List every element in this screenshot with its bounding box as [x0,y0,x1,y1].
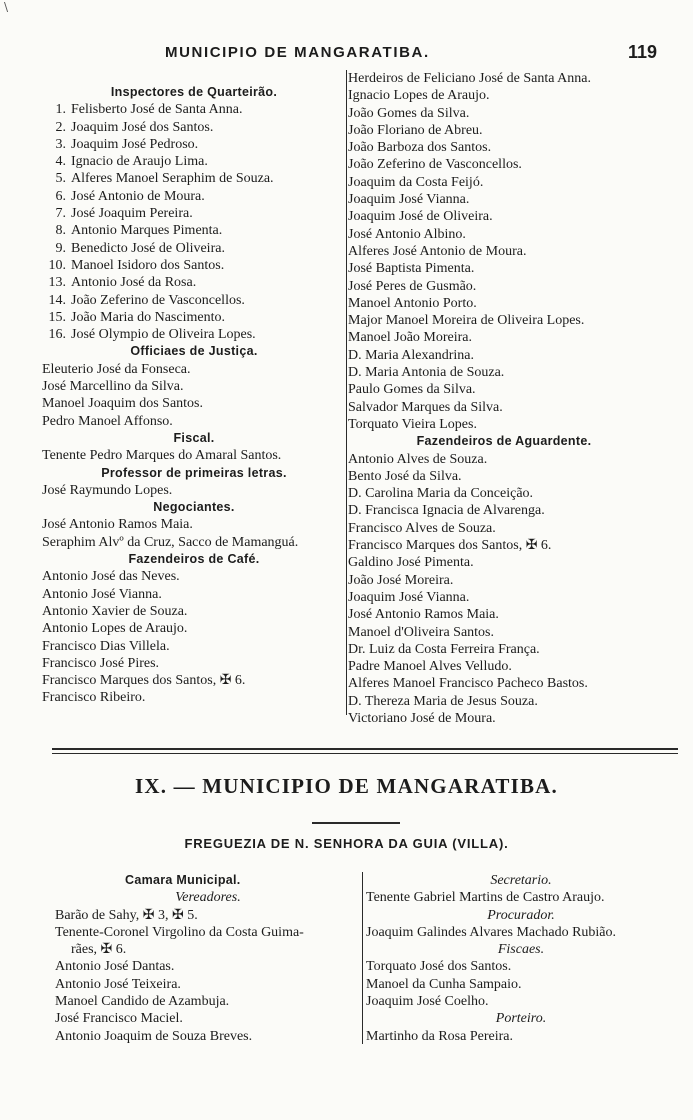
ink-mark: \ [4,0,9,14]
inspector-name: Benedicto José de Oliveira. [71,240,225,256]
heading-camara-municipal: Camara Municipal. [125,873,241,887]
officiaes-list [42,361,346,430]
inspector-name: Felisberto José de Santa Anna. [71,102,243,118]
inspector-name: João Zeferino de Vasconcellos. [71,292,245,308]
list-item: Francisco Dias Villela. [42,638,170,654]
inspector-number: 9. [55,240,66,256]
list-item: Manoel Antonio Porto. [348,295,477,311]
camara-right-column [366,872,676,1045]
list-item: José Baptista Pimenta. [348,261,475,277]
vereador-item: Manoel Candido de Azambuja. [55,994,230,1010]
inspector-item [42,309,346,326]
cafe-list [42,568,346,706]
heading-fazendeiros-aguardente: Fazendeiros de Aguardente. [416,434,592,449]
porteiro-name: Martinho da Rosa Pereira. [366,1028,513,1044]
vereador-item: José Francisco Maciel. [55,1011,183,1027]
list-item: Francisco José Pires. [42,655,160,671]
list-item: Francisco Alves de Souza. [348,520,496,536]
heading-fiscal: Fiscal. [173,430,215,445]
list-item: D. Thereza Maria de Jesus Souza. [348,693,538,709]
list-item: Joaquim da Costa Feijó. [348,174,484,190]
list-item: Alferes Manoel Francisco Pacheco Bastos. [348,676,588,692]
list-item: João José Moreira. [348,572,454,588]
inspector-name: Alferes Manoel Seraphim de Souza. [71,171,274,187]
inspector-number: 16. [48,327,66,343]
list-item: D. Carolina Maria da Conceição. [348,486,534,502]
heading-fiscaes: Fiscaes. [497,942,545,958]
vereador-item: Antonio Joaquim de Souza Breves. [55,1028,253,1044]
list-item: José Peres de Gusmão. [348,278,477,294]
list-item: Manoel da Cunha Sampaio. [366,976,522,992]
inspector-item [42,205,346,222]
vereador-item: rães, ✠ 6. [71,942,127,958]
parish-title: FREGUEZIA DE N. SENHORA DA GUIA (VILLA). [184,836,509,851]
list-item: Joaquim José Vianna. [348,589,470,605]
inspector-item [42,257,346,274]
inspector-name: José Olympio de Oliveira Lopes. [71,327,256,343]
vereador-item: Antonio José Teixeira. [55,976,181,992]
heading-inspectores: Inspectores de Quarteirão. [110,85,278,99]
aguardente-list [348,451,660,728]
inspector-item [42,188,346,205]
inspector-number: 2. [55,119,66,135]
section-short-rule [312,822,400,824]
list-item: Pedro Manoel Affonso. [42,413,173,429]
inspector-item [42,222,346,239]
list-item: Eleuterio José da Fonseca. [42,361,191,377]
inspector-number: 8. [55,223,66,239]
list-item: José Marcellino da Silva. [42,379,184,395]
vereador-item: Antonio José Dantas. [55,959,175,975]
fiscal-list [42,447,346,464]
list-item: Antonio José Vianna. [42,586,162,602]
inspector-name: Joaquim José dos Santos. [71,119,214,135]
list-item: D. Maria Antonia de Souza. [348,365,505,381]
list-item: José Antonio Ramos Maia. [348,607,499,623]
list-item: Antonio Lopes de Araujo. [42,621,188,637]
list-item: Salvador Marques da Silva. [348,399,503,415]
inspector-number: 13. [48,275,66,291]
list-item: Manoel Joaquim dos Santos. [42,396,203,412]
inspector-number: 3. [55,136,66,152]
vereadores-list [55,907,361,1045]
list-item: Manoel João Moreira. [348,330,473,346]
inspector-name: José Antonio de Moura. [71,188,205,204]
list-item: João Gomes da Silva. [348,105,470,121]
inspector-name: José Joaquim Pereira. [71,206,193,222]
list-item: José Raymundo Lopes. [42,482,173,498]
heading-vereadores: Vereadores. [175,890,241,906]
list-item: Padre Manoel Alves Velludo. [348,659,512,675]
inspector-name: João Maria do Nascimento. [71,309,225,325]
list-item: D. Maria Alexandrina. [348,347,474,363]
section-double-rule [52,748,678,754]
heading-officiaes: Officiaes de Justiça. [130,344,258,359]
inspector-item [42,274,346,291]
negociantes-list [42,516,346,551]
list-item: Joaquim José Coelho. [366,994,489,1010]
inspector-item [42,136,346,153]
left-column [42,84,346,707]
inspectores-list [42,101,346,343]
vereador-item: Tenente-Coronel Virgolino da Costa Guima- [55,924,304,940]
list-item: José Antonio Ramos Maia. [42,517,193,533]
list-item: Antonio Alves de Souza. [348,451,488,467]
heading-professor: Professor de primeiras letras. [101,465,287,480]
list-item: Manoel d'Oliveira Santos. [348,624,494,640]
page-number: 119 [627,42,657,62]
inspector-number: 15. [48,309,66,325]
heading-secretario: Secretario. [490,873,552,888]
heading-fazendeiros-cafe: Fazendeiros de Café. [128,552,260,567]
section-title: IX. — MUNICIPIO DE MANGARATIBA. [135,774,558,798]
list-item: Francisco Marques dos Santos, ✠ 6. [348,538,552,554]
list-item: Torquato José dos Santos. [366,959,512,975]
list-item: João Zeferino de Vasconcellos. [348,157,522,173]
inspector-name: Antonio José da Rosa. [71,275,197,291]
list-item: José Antonio Albino. [348,226,466,242]
camara-left-column [55,872,361,1045]
list-item: Paulo Gomes da Silva. [348,382,476,398]
inspector-item [42,326,346,343]
inspector-name: Antonio Marques Pimenta. [71,223,223,239]
fiscaes-list [366,958,676,1010]
inspector-number: 6. [55,188,66,204]
column-divider-top [346,70,347,715]
inspector-name: Ignacio de Araujo Lima. [71,154,208,170]
cafe-continued-list [348,70,660,433]
inspector-number: 14. [48,292,66,308]
inspector-item [42,119,346,136]
list-item: Tenente Pedro Marques do Amaral Santos. [42,448,282,464]
inspector-number: 4. [55,154,66,170]
vereador-item: Barão de Sahy, ✠ 3, ✠ 5. [55,907,198,923]
inspector-number: 10. [48,257,66,273]
inspector-item [42,292,346,309]
list-item: Dr. Luiz da Costa Ferreira França. [348,641,540,657]
list-item: Torquato Vieira Lopes. [348,416,477,432]
professor-list [42,482,346,499]
inspector-item [42,153,346,170]
heading-porteiro: Porteiro. [495,1011,547,1027]
inspector-item [42,240,346,257]
list-item: Francisco Ribeiro. [42,690,146,706]
list-item: Alferes José Antonio de Moura. [348,243,527,259]
list-item: Major Manoel Moreira de Oliveira Lopes. [348,313,585,329]
list-item: João Floriano de Abreu. [348,122,483,138]
list-item: Herdeiros de Feliciano José de Santa Anna. [348,71,591,86]
running-head-title: MUNICIPIO DE MANGARATIBA. [165,44,430,61]
secretario-name: Tenente Gabriel Martins de Castro Araujo. [366,890,605,906]
procurador-name: Joaquim Galindes Alvares Machado Rubião. [366,924,617,940]
list-item: Bento José da Silva. [348,468,462,484]
list-item: Victoriano José de Moura. [348,710,496,726]
running-head [0,40,693,68]
heading-negociantes: Negociantes. [153,500,235,515]
inspector-item [42,170,346,187]
inspector-number: 7. [55,206,66,222]
list-item: Joaquim José Vianna. [348,192,470,208]
heading-procurador: Procurador. [487,907,555,923]
column-divider-bottom [362,872,363,1044]
list-item: João Barboza dos Santos. [348,140,492,156]
inspector-name: Manoel Isidoro dos Santos. [71,257,225,273]
list-item: D. Francisca Ignacia de Alvarenga. [348,503,545,519]
right-column [348,70,660,727]
list-item: Francisco Marques dos Santos, ✠ 6. [42,673,246,689]
list-item: Antonio Xavier de Souza. [42,603,188,619]
inspector-name: Joaquim José Pedroso. [71,136,199,152]
list-item: Antonio José das Neves. [42,569,180,585]
list-item: Seraphim Alvº da Cruz, Sacco de Mamanguá. [42,534,299,550]
list-item: Joaquim José de Oliveira. [348,209,493,225]
inspector-number: 5. [55,171,66,187]
list-item: Ignacio Lopes de Araujo. [348,88,490,104]
inspector-item [42,101,346,118]
list-item: Galdino José Pimenta. [348,555,474,571]
inspector-number: 1. [55,102,66,118]
